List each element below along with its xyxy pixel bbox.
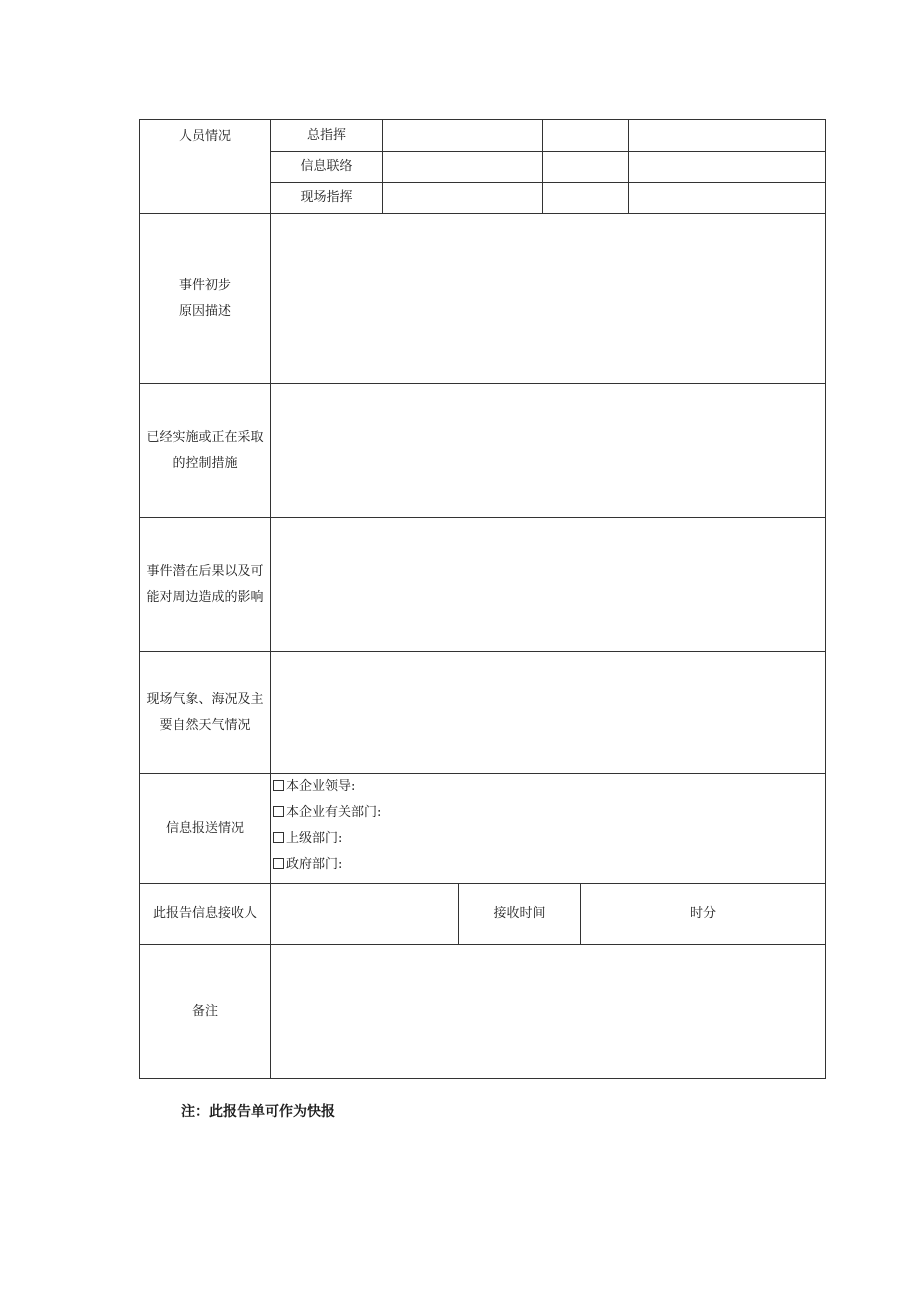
consequences-label-line2: 能对周边造成的影响 [146,589,264,605]
reporting-label: 信息报送情况 [140,774,271,884]
footnote: 注：此报告单可作为快报 [181,1104,335,1120]
personnel-role-commander: 总指挥 [271,120,383,152]
measures-row [140,384,826,518]
weather-row [140,652,826,774]
personnel-section-label: 人员情况 [140,120,271,214]
checkbox-icon[interactable] [273,832,284,843]
cause-label-line2: 原因描述 [178,303,231,319]
measures-label-line2: 的控制措施 [172,455,238,471]
receiver-name-cell[interactable] [271,884,459,945]
commander-extra-cell[interactable] [543,120,629,152]
cause-input-cell[interactable] [271,214,826,384]
weather-label-line2: 要自然天气情况 [159,717,251,733]
receiver-row [140,884,826,945]
measures-input-cell[interactable] [271,384,826,518]
receive-time-label: 接收时间 [459,884,581,945]
reporting-row [140,774,826,884]
remarks-row [140,945,826,1079]
reporting-item-company-leader[interactable] [273,774,825,800]
reporting-item-label: 上级部门: [286,831,343,846]
receive-time-cell[interactable]: 时分 [581,884,826,945]
reporting-item-label: 本企业领导: [286,779,356,794]
reporting-item-label: 政府部门: [286,857,343,872]
onsite-extra-cell[interactable] [543,183,629,214]
commander-contact-cell[interactable] [629,120,826,152]
cause-label [140,214,271,384]
onsite-contact-cell[interactable] [629,183,826,214]
remarks-input-cell[interactable] [271,945,826,1079]
report-table [139,119,826,1079]
measures-label [140,384,271,518]
consequences-row [140,518,826,652]
consequences-input-cell[interactable] [271,518,826,652]
consequences-label-line1: 事件潜在后果以及可 [146,563,264,579]
personnel-role-onsite: 现场指挥 [271,183,383,214]
reporting-checklist [271,774,826,884]
receiver-label: 此报告信息接收人 [140,884,271,945]
reporting-item-government-dept[interactable] [273,852,825,878]
personnel-row-commander [140,120,826,152]
liaison-extra-cell[interactable] [543,152,629,183]
weather-label-line1: 现场气象、海况及主 [146,691,264,707]
reporting-item-label: 本企业有关部门: [286,805,382,820]
liaison-contact-cell[interactable] [629,152,826,183]
reporting-item-superior-dept[interactable] [273,826,825,852]
checkbox-icon[interactable] [273,780,284,791]
incident-report-form [139,119,825,1079]
cause-row [140,214,826,384]
onsite-name-cell[interactable] [383,183,543,214]
reporting-item-company-dept[interactable] [273,800,825,826]
checkbox-icon[interactable] [273,858,284,869]
weather-input-cell[interactable] [271,652,826,774]
liaison-name-cell[interactable] [383,152,543,183]
measures-label-line1: 已经实施或正在采取 [146,429,264,445]
remarks-label: 备注 [140,945,271,1079]
weather-label [140,652,271,774]
cause-label-line1: 事件初步 [178,277,231,293]
consequences-label [140,518,271,652]
commander-name-cell[interactable] [383,120,543,152]
personnel-role-liaison: 信息联络 [271,152,383,183]
checkbox-icon[interactable] [273,806,284,817]
